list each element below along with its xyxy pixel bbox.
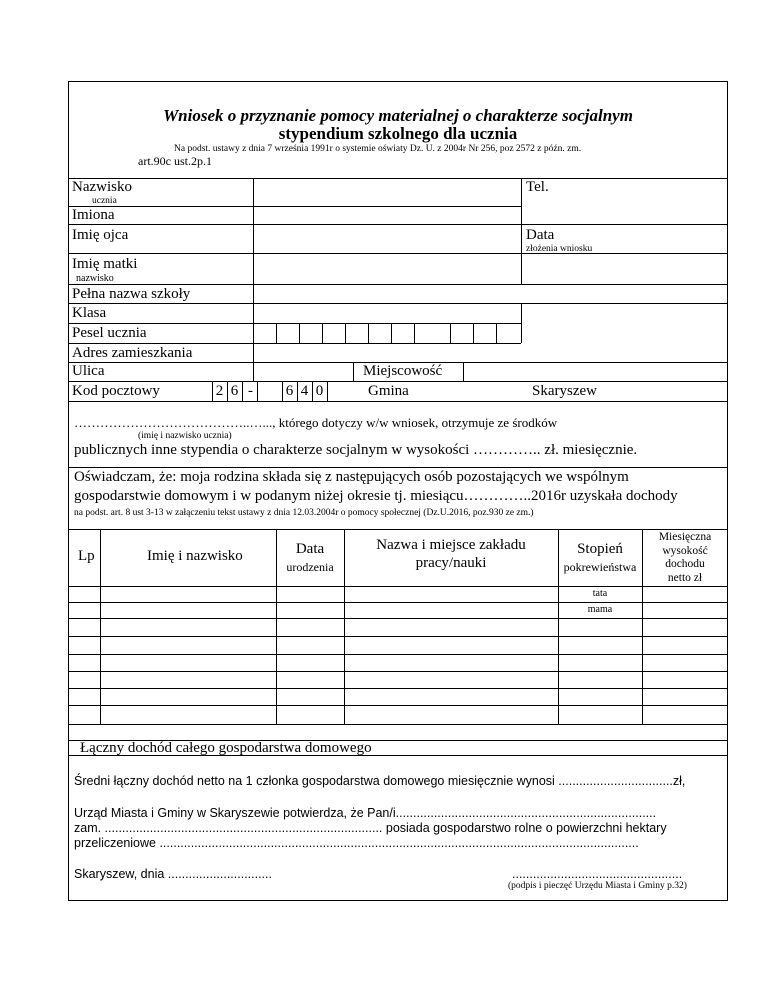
col-degree: Stopień — [577, 541, 623, 557]
label-imie-matki: Imię matki — [72, 256, 138, 272]
gmina-value: Skaryszew — [532, 383, 597, 399]
label-tel: Tel. — [526, 179, 549, 195]
col-degree-sub: pokrewieństwa — [563, 560, 637, 574]
legal-basis: Na podst. ustawy z dnia 7 września 1991r o systemie oświaty Dz. U. z 2004r Nr 256, poz 2572 z późn. zm. — [174, 144, 582, 154]
row1-degree: tata — [592, 588, 608, 599]
article-ref: art.90c ust.2p.1 — [138, 154, 212, 168]
label-imie-matki-sub: nazwisko — [76, 273, 114, 284]
label-adres: Adres zamieszkania — [72, 345, 193, 361]
statement1-line2: publicznych inne stypendia o charakterze socjalnym w wysokości ………….. zł. miesięcznie. — [74, 442, 638, 458]
total-income-label: Łączny dochód całego gospodarstwa domowego — [80, 740, 372, 756]
col-date: Data — [295, 541, 325, 557]
label-gmina: Gmina — [368, 383, 409, 399]
place-date: Skaryszew, dnia .............................. — [74, 867, 272, 881]
label-miejscowosc: Miejscowość — [363, 363, 443, 379]
statement2-line1: Oświadczam, że: moja rodzina składa się z następujących osób pozostających we wspólnym — [74, 469, 629, 485]
postal-digit: 6 — [285, 383, 294, 399]
label-ulica: Ulica — [72, 363, 105, 379]
statement2-line3: na podst. art. 8 ust 3-13 w załączeniu tekst ustawy z dnia 12.03.2004r o pomocy społecznej (Dz.U.2016, poz.930 ze zm.) — [74, 508, 534, 518]
statement1-line1: …………………………………..…..., którego dotyczy w/w wniosek, otrzymuje ze środków — [74, 415, 558, 430]
col-lp: Lp — [78, 548, 95, 564]
label-nazwisko-sub: ucznia — [92, 196, 117, 206]
signature-label: (podpis i pieczęć Urzędu Miasta i Gminy p.32) — [508, 881, 687, 891]
col-income-line1: Miesięczna — [658, 531, 712, 543]
confirm-line3: przeliczeniowe .......................................................................................................................................... — [74, 836, 639, 850]
col-work-line2: pracy/nauki — [415, 555, 487, 571]
label-kod-pocztowy: Kod pocztowy — [72, 383, 160, 399]
row2-degree: mama — [587, 604, 613, 615]
col-date-sub: urodzenia — [286, 560, 334, 574]
label-imie-ojca: Imię ojca — [72, 227, 129, 243]
col-income-line2: wysokość — [662, 544, 708, 557]
postal-digit: 6 — [230, 383, 239, 399]
confirm-line2: zam. ................................................................................ posiada gospodarstwo rolne o powierzchni hektary — [74, 821, 667, 835]
postal-digit: 4 — [300, 383, 309, 399]
statement2-line2: gospodarstwie domowym i w podanym niżej okresie tj. miesiącu…………..2016r uzyskała dochody — [74, 488, 678, 504]
label-imiona: Imiona — [72, 207, 115, 223]
form-title: Wniosek o przyznanie pomocy materialnej o charakterze socjalnym — [163, 106, 633, 125]
average-income: Średni łączny dochód netto na 1 członka gospodarstwa domowego miesięcznie wynosi .................................zł, — [74, 774, 686, 788]
col-work-line1: Nazwa i miejsce zakładu — [376, 537, 526, 553]
col-name: Imię i nazwisko — [147, 548, 243, 564]
label-pesel: Pesel ucznia — [72, 325, 147, 341]
postal-digit: - — [248, 383, 253, 399]
postal-digit: 0 — [315, 383, 324, 399]
col-income-line4: netto zł — [667, 571, 703, 584]
label-pelna-nazwa-szkoly: Pełna nazwa szkoły — [72, 286, 191, 302]
label-klasa: Klasa — [72, 305, 107, 321]
label-data: Data — [526, 227, 555, 243]
statement1-line1-sub: (imię i nazwisko ucznia) — [138, 431, 232, 441]
label-data-sub: złożenia wniosku — [526, 244, 593, 254]
form-subtitle: stypendium szkolnego dla ucznia — [278, 124, 518, 143]
signature-dots: ................................................. — [512, 867, 683, 881]
label-nazwisko: Nazwisko — [72, 179, 132, 195]
col-income — [642, 531, 728, 585]
col-income-line3: dochodu — [665, 558, 705, 570]
confirm-line1: Urząd Miasta i Gminy w Skaryszewie potwierdza, że Pan/i........................................................................... — [74, 806, 657, 820]
postal-digit: 2 — [215, 383, 224, 399]
